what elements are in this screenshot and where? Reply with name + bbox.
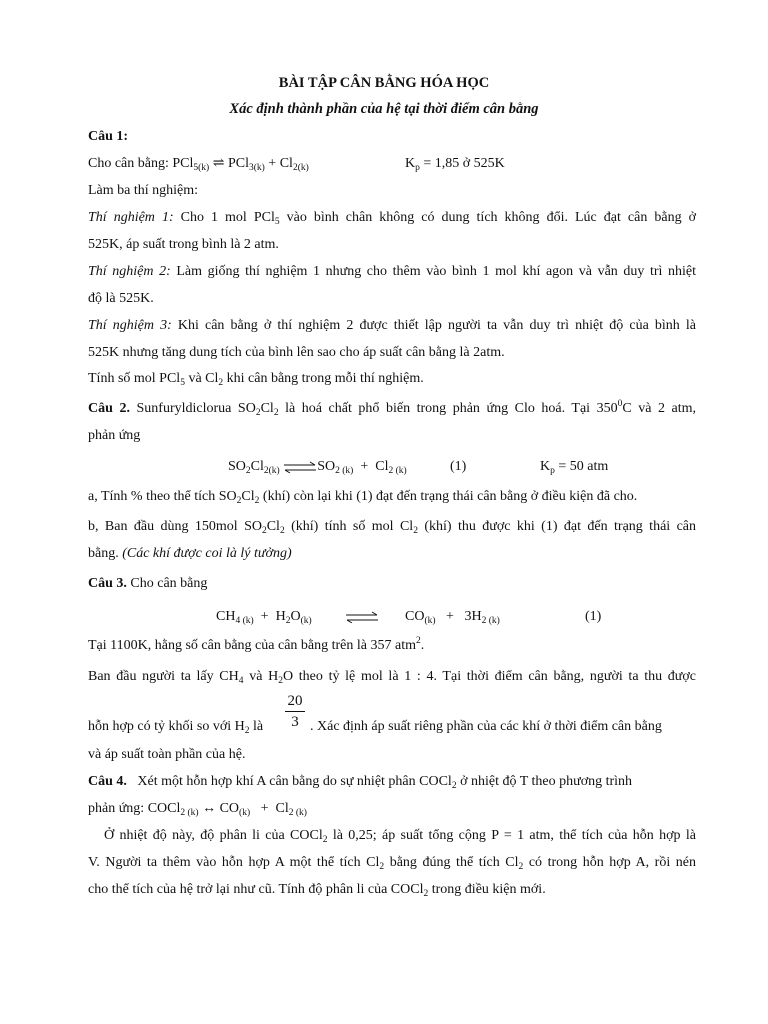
q2-line1: Câu 2. Sunfuryldiclorua $SO_2Cl_2$ là hoá chất phổ biến trong phản ứng Clo hoá. Tại $350^0C$ và 2 atm, <box>88 399 697 418</box>
q3-line2-right: . Xác định áp suất riêng phần của các khí ở thời điểm cân bằng <box>310 719 662 734</box>
q1-experiments-intro: Làm ba thí nghiệm: <box>88 183 199 198</box>
q1-exp1-line1: Thí nghiệm 1: Cho 1 mol PCl$_5$ vào bình chân không có dung tích không đổi. Lúc đạt cân bằng ở <box>88 210 697 227</box>
q3-line1: Ban đầu người ta lấy $CH_4$ và $H_2O$ theo tỷ lệ mol là 1 : 4. Tại thời điểm cân bằng, người ta thu được <box>88 669 697 686</box>
q3-equation-number: (1) <box>585 609 602 624</box>
q4-line5: cho thể tích của hệ trở lại như cũ. Tính độ phân li của COCl$_2$ trong điều kiện mới. <box>88 882 546 899</box>
q1-exp2-line1: Thí nghiệm 2: Làm giống thí nghiệm 1 nhưng cho thêm vào bình 1 mol khí agon và vẫn duy trì nhiệt <box>88 264 696 279</box>
q4-equation: phản ứng: COCl$_{2 (k)}$ ↔ $CO_{(k)}$ + $Cl_{2 (k)}$ <box>88 801 307 818</box>
document-subtitle: Xác định thành phần của hệ tại thời điểm cân bằng <box>229 101 539 117</box>
q2-part-b-line1: b, Ban đầu dùng 150mol $SO_2Cl_2$ (khí) tính số mol $Cl_2$ (khí) thu được khi (1) đạt đến trạng thái cân <box>88 519 697 536</box>
q1-exp3-line2: 525K nhưng tăng dung tích của bình lên sao cho áp suất cân bằng là 2atm. <box>88 345 505 360</box>
q3-k-line: Tại 1100K, hằng số cân bằng của cân bằng trên là 357 atm$^2$. <box>88 636 425 653</box>
q4-line1: Câu 4. Xét một hỗn hợp khí A cân bằng do sự nhiệt phân COCl$_2$ ở nhiệt độ T theo phương trình <box>88 774 633 791</box>
density-ratio-fraction <box>285 692 305 731</box>
q2-line2: phản ứng <box>88 428 141 443</box>
q3-equation-reactants: $CH_{4 (k)} + H_2O_{(k)}$ <box>216 609 312 626</box>
q3-heading: Câu 3. Cho cân bằng <box>88 576 208 591</box>
fraction-denominator: 3 <box>291 714 299 730</box>
equilibrium-arrow-icon <box>283 461 317 473</box>
q1-equation: Cho cân bằng: PCl$_{5(k)}$ ⇌ $PCl_{3(k)} + Cl_{2(k)}$ <box>88 156 309 173</box>
q3-equation-products: $CO_{(k)}$ + $3H_{2 (k)}$ <box>405 609 500 626</box>
fraction-numerator: 20 <box>287 693 303 709</box>
q2-kp: $K_p = 50$ atm <box>540 459 609 476</box>
q2-equation: $SO_2Cl_{2(k)}$ $SO_{2 (k)} + Cl_{2 (k)}$ <box>228 459 407 476</box>
q3-line2-left: hỗn hợp có tỷ khối so với $H_2$ là <box>88 719 264 736</box>
q1-kp: $K_p = 1,85$ ở 525K <box>405 156 505 173</box>
q2-part-a: a, Tính % theo thể tích $SO_2Cl_2$ (khí) còn lại khi (1) đạt đến trạng thái cân bằng ở điều kiện đã cho. <box>88 489 638 506</box>
q2-part-b-line2: bằng. (Các khí được coi là lý tưởng) <box>88 546 292 561</box>
q3-line3: và áp suất toàn phần của hệ. <box>88 747 246 762</box>
equilibrium-arrow-icon <box>345 611 379 623</box>
q1-exp3-line1: Thí nghiệm 3: Khi cân bằng ở thí nghiệm 2 được thiết lập người ta vẫn duy trì nhiệt độ của bình là <box>88 318 697 333</box>
q1-question: Tính số mol PCl$_5$ và $Cl_2$ khi cân bằng trong mỗi thí nghiệm. <box>88 371 424 388</box>
q2-equation-number: (1) <box>450 459 467 474</box>
q1-heading: Câu 1: <box>88 129 129 144</box>
q1-exp1-line2: 525K, áp suất trong bình là 2 atm. <box>88 237 279 252</box>
q4-line4: V. Người ta thêm vào hỗn hợp A một thể tích $Cl_2$ bằng đúng thể tích $Cl_2$ có trong hỗn hợp A, rồi nén <box>88 855 697 872</box>
q1-exp2-line2: độ là 525K. <box>88 291 154 306</box>
document-title: BÀI TẬP CÂN BẰNG HÓA HỌC <box>278 75 490 91</box>
q3-equilibrium-arrow <box>345 608 379 626</box>
q4-line3: Ở nhiệt độ này, độ phân li của COCl$_2$ là 0,25; áp suất tổng cộng P = 1 atm, thể tích của hỗn hợp là <box>104 828 696 845</box>
